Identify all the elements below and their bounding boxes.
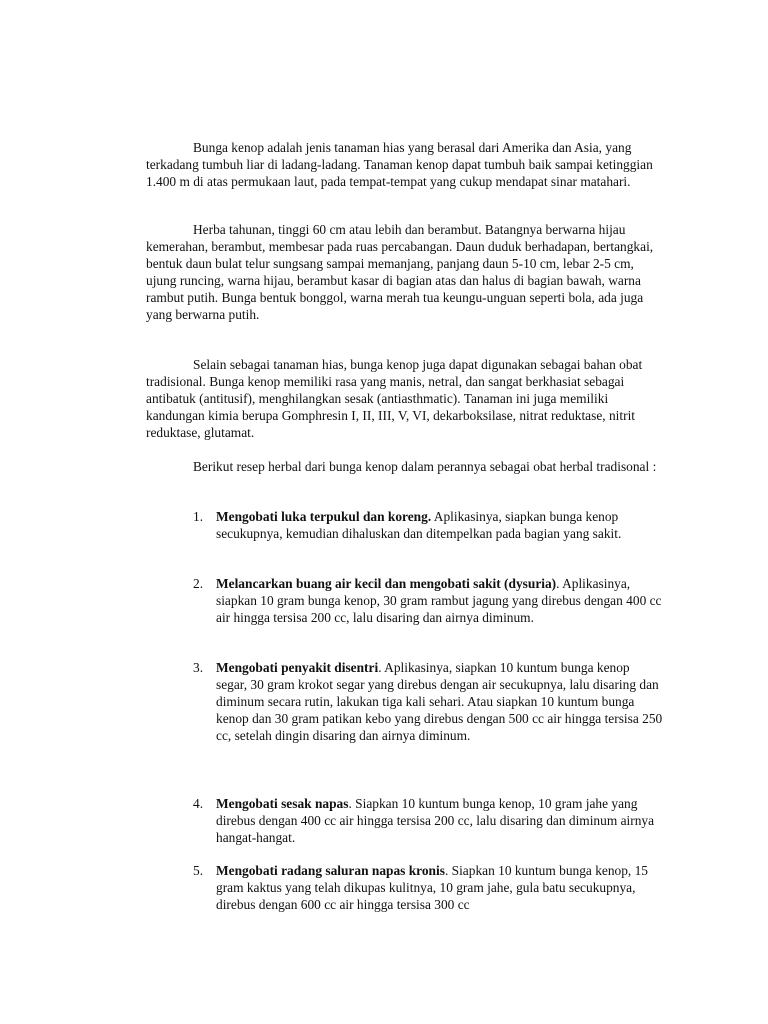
list-item-title: Mengobati radang saluran napas kronis <box>216 863 445 878</box>
list-number: 3. <box>193 660 204 675</box>
list-item-text: Aplikasinya, siapkan bunga kenop secukupnya, kemudian dihaluskan dan ditempelkan pada bagian yang sakit. <box>216 509 622 541</box>
paragraph-benefits: Selain sebagai tanaman hias, bunga kenop juga dapat digunakan sebagai bahan obat tradisional. Bunga kenop memiliki rasa yang manis, netral, dan sangat berkhasiat sebagai antibatuk (antitusif), menghilangkan sesak (antiasthmatic). Tanaman ini juga memiliki kandungan kimia berupa Gomphresin I, II, III, V, VI, dekarboksilase, nitrat reduktase, nitrit reduktase, glutamat. <box>146 357 643 440</box>
list-item-title: Mengobati sesak napas <box>216 796 349 811</box>
list-item-title: Mengobati penyakit disentri <box>216 660 379 675</box>
paragraph-recipes-intro: Berikut resep herbal dari bunga kenop dalam perannya sebagai obat herbal tradisonal : <box>193 459 657 474</box>
paragraph-intro: Bunga kenop adalah jenis tanaman hias yang berasal dari Amerika dan Asia, yang terkadang tumbuh liar di ladang-ladang. Tanaman kenop dapat tumbuh baik sampai ketinggian 1.400 m di atas permukaan laut, pada tempat-tempat yang cukup mendapat sinar matahari. <box>146 140 653 189</box>
list-item <box>193 659 663 744</box>
list-item-title: Melancarkan buang air kecil dan mengobati sakit (dysuria) <box>216 576 557 591</box>
list-item <box>193 862 663 913</box>
list-item <box>193 508 663 542</box>
list-item <box>193 575 663 626</box>
list-item-title: Mengobati luka terpukul dan koreng. <box>216 509 432 524</box>
list-number: 4. <box>193 796 204 811</box>
list-item-text: . Siapkan 10 kuntum bunga kenop, 10 gram jahe yang direbus dengan 400 cc air hingga tersisa 200 cc, lalu disaring dan diminum airnya hangat-hangat. <box>216 796 655 845</box>
list-number: 1. <box>193 509 204 524</box>
list-item-text: . Siapkan 10 kuntum bunga kenop, 15 gram kaktus yang telah dikupas kulitnya, 10 gram jahe, gula batu secukupnya, direbus dengan 600 cc air hingga tersisa 300 cc <box>216 863 649 912</box>
list-item <box>193 795 663 846</box>
paragraph-description: Herba tahunan, tinggi 60 cm atau lebih dan berambut. Batangnya berwarna hijau kemerahan, berambut, membesar pada ruas percabangan. Daun duduk berhadapan, bertangkai, bentuk daun bulat telur sungsang sampai memanjang, panjang daun 5-10 cm, lebar 2-5 cm, ujung runcing, warna hijau, berambut kasar di bagian atas dan halus di bagian bawah, warna rambut putih. Bunga bentuk bonggol, warna merah tua keungu-unguan seperti bola, ada juga yang berwarna putih. <box>146 222 654 322</box>
list-number: 5. <box>193 863 204 878</box>
list-item-text: . Aplikasinya, siapkan 10 gram bunga kenop, 30 gram rambut jagung yang direbus dengan 400 cc air hingga tersisa 200 cc, lalu disaring dan airnya diminum. <box>216 576 662 625</box>
list-number: 2. <box>193 576 204 591</box>
list-item-text: . Aplikasinya, siapkan 10 kuntum bunga kenop segar, 30 gram krokot segar yang direbus dengan air secukupnya, lalu disaring dan diminum secara rutin, lakukan tiga kali sehari. Atau siapkan 10 kuntum bunga kenop dan 30 gram patikan kebo yang direbus dengan 500 cc air hingga tersisa 250 cc, setelah dingin disaring dan airnya diminum. <box>216 660 663 743</box>
